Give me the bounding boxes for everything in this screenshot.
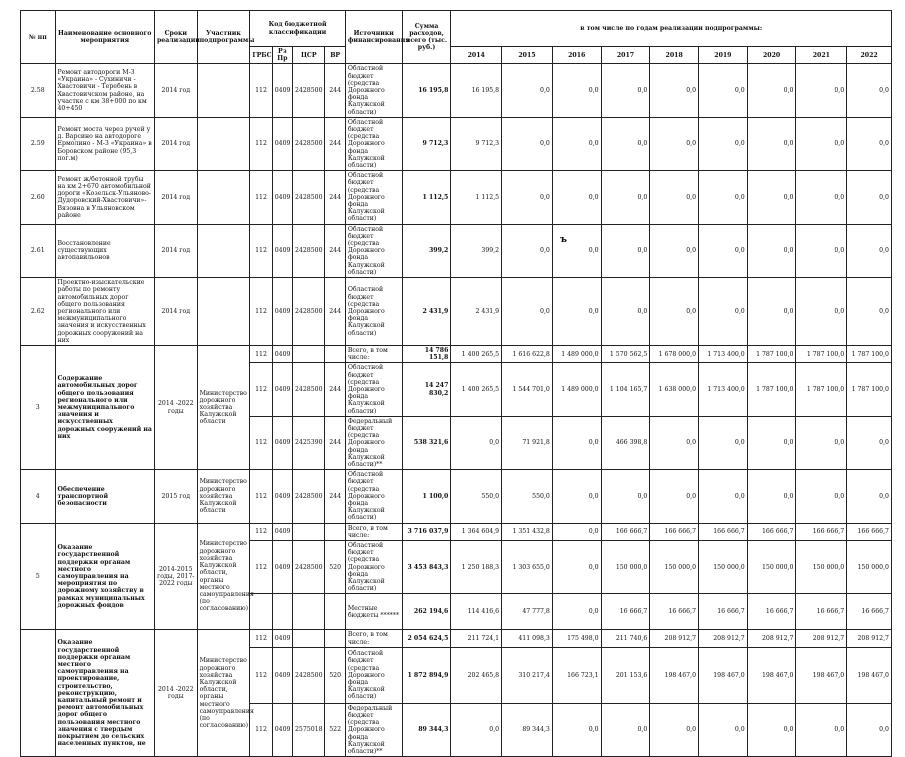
table-row — [21, 470, 892, 523]
year-value-cell: 0,0 — [847, 64, 892, 117]
year-value-cell: 1 351 432,8 — [502, 523, 553, 540]
year-value-cell: 0,0 — [601, 470, 650, 523]
total-cell: 399,2 — [402, 224, 451, 277]
grbs-cell: 112 — [250, 363, 272, 416]
year-value-cell: 0,0 — [847, 171, 892, 224]
year-value-cell: 16 666,7 — [747, 594, 796, 630]
table-row — [21, 630, 892, 647]
source-cell: Областной бюджет (средства Дорожного фонда Калужской области) — [345, 64, 402, 117]
year-value-cell: 208 912,7 — [747, 630, 796, 647]
year-value-cell: 208 912,7 — [796, 630, 847, 647]
source-cell: Областной бюджет (средства Дорожного фонда Калужской области) — [345, 117, 402, 170]
year-value-cell: 0,0 — [502, 278, 553, 346]
total-cell: 3 453 843,3 — [402, 541, 451, 594]
vr-cell: 244 — [325, 416, 345, 469]
year-value-cell: 16 666,7 — [650, 594, 699, 630]
total-cell: 1 112,5 — [402, 171, 451, 224]
year-value-cell: 0,0 — [699, 703, 748, 756]
year-value-cell: 0,0 — [699, 470, 748, 523]
rzpr-cell: 0409 — [272, 630, 292, 647]
source-cell: Областной бюджет (средства Дорожного фонда Калужской области) — [345, 470, 402, 523]
header-source: Источники финансирования — [345, 11, 402, 64]
year-value-cell: 550,0 — [451, 470, 502, 523]
rzpr-cell: 0409 — [272, 64, 292, 117]
header-budget-code: Код бюджетной классификации — [250, 11, 345, 47]
year-value-cell: 0,0 — [796, 224, 847, 277]
rzpr-cell: 0409 — [272, 278, 292, 346]
table-row — [21, 64, 892, 117]
csr-cell: 2428500 — [293, 278, 325, 346]
rzpr-cell: 0409 — [272, 416, 292, 469]
rzpr-cell: 0409 — [272, 117, 292, 170]
header-by-years: в том числе по годам реализации подпрограммы: — [451, 11, 892, 47]
year-value-cell: 1 787 100,0 — [796, 345, 847, 362]
terms-cell: 2014 год — [154, 117, 197, 170]
vr-cell: 244 — [325, 278, 345, 346]
participant-cell: Министерство дорожного хозяйства Калужской области, органы местного самоуправления (по согласованию) — [197, 523, 250, 630]
vr-cell: 244 — [325, 117, 345, 170]
vr-cell: 520 — [325, 647, 345, 703]
year-value-cell: 0,0 — [552, 523, 601, 540]
year-value-cell: 198 467,0 — [699, 647, 748, 703]
rzpr-cell: 0409 — [272, 703, 292, 756]
year-value-cell: 0,0 — [747, 703, 796, 756]
year-value-cell: 1 616 622,8 — [502, 345, 553, 362]
year-value-cell: 0,0 — [502, 224, 553, 277]
year-value-cell: 9 712,3 — [451, 117, 502, 170]
terms-cell: 2015 год — [154, 470, 197, 523]
vr-cell: 522 — [325, 703, 345, 756]
year-value-cell: 0,0 — [552, 117, 601, 170]
total-cell: 262 194,6 — [402, 594, 451, 630]
csr-cell: 2428500 — [293, 117, 325, 170]
year-value-cell: 1 303 655,0 — [502, 541, 553, 594]
event-name: Обеспечение транспортной безопасности — [55, 470, 154, 523]
total-cell: 2 054 624,5 — [402, 630, 451, 647]
year-value-cell: 0,0 — [796, 117, 847, 170]
table-row — [21, 171, 892, 224]
total-cell: 14 786 151,8 — [402, 345, 451, 362]
header-grbs: ГРБС — [250, 47, 272, 64]
year-value-cell: 166 666,7 — [601, 523, 650, 540]
year-value-cell: 0,0 — [502, 171, 553, 224]
total-cell: 89 344,3 — [402, 703, 451, 756]
year-value-cell: 0,0 — [747, 171, 796, 224]
vr-cell: 244 — [325, 363, 345, 416]
year-value-cell: 0,0 — [552, 470, 601, 523]
header-rzpr: Рз Пр — [272, 47, 292, 64]
year-value-cell: 0,0 — [699, 416, 748, 469]
year-value-cell: 0,0 — [796, 470, 847, 523]
year-value-cell: 310 217,4 — [502, 647, 553, 703]
year-value-cell: 0,0 — [552, 64, 601, 117]
year-value-cell: 1 787 100,0 — [747, 363, 796, 416]
vr-cell: 244 — [325, 224, 345, 277]
year-value-cell: 150 000,0 — [796, 541, 847, 594]
year-value-cell: 0,0 — [601, 64, 650, 117]
year-value-cell: 166 666,7 — [847, 523, 892, 540]
year-value-cell: 1 400 265,5 — [451, 345, 502, 362]
year-value-cell: 0,0 — [747, 64, 796, 117]
terms-cell: 2014 -2022 годы — [154, 345, 197, 469]
year-value-cell: 0,0 — [699, 171, 748, 224]
year-value-cell: 1 787 100,0 — [847, 345, 892, 362]
csr-cell — [293, 523, 325, 540]
year-value-cell: 0,0 — [796, 703, 847, 756]
year-value-cell: 0,0 — [847, 278, 892, 346]
year-value-cell: 550,0 — [502, 470, 553, 523]
event-name: Оказание государственной поддержки органам местного самоуправления на проектирование, строительство, реконструкцию, капитальный ремонт и ремонт автомобильных дорог общего пользования местного значения с твердым покрытием до сельских населенных пунктов, не — [55, 630, 154, 757]
year-value-cell: 0,0 — [796, 416, 847, 469]
total-cell: 16 195,8 — [402, 64, 451, 117]
row-number: 3 — [21, 345, 56, 469]
year-value-cell: 1 678 000,0 — [650, 345, 699, 362]
year-value-cell: 0,0 — [601, 224, 650, 277]
csr-cell: 2428500 — [293, 64, 325, 117]
vr-cell — [325, 594, 345, 630]
year-value-cell: 1 713 400,0 — [699, 363, 748, 416]
year-value-cell: 0,0 — [451, 703, 502, 756]
year-value-cell: 0,0 — [552, 416, 601, 469]
row-number: 2.58 — [21, 64, 56, 117]
total-cell: 14 247 830,2 — [402, 363, 451, 416]
vr-cell — [325, 523, 345, 540]
year-value-cell: 0,0 — [552, 171, 601, 224]
year-value-cell: 71 921,8 — [502, 416, 553, 469]
grbs-cell: 112 — [250, 541, 272, 594]
participant-cell — [197, 224, 250, 277]
participant-cell: Министерство дорожного хозяйства Калужской области, органы местного самоуправления (по согласованию) — [197, 630, 250, 757]
year-value-cell: 166 666,7 — [747, 523, 796, 540]
year-value-cell: 1 489 000,0 — [552, 363, 601, 416]
table-row — [21, 345, 892, 362]
year-value-cell: 2 431,9 — [451, 278, 502, 346]
year-value-cell: 0,0 — [847, 117, 892, 170]
csr-cell — [293, 630, 325, 647]
csr-cell: 2428500 — [293, 363, 325, 416]
terms-cell: 2014 год — [154, 224, 197, 277]
year-value-cell: 198 467,0 — [847, 647, 892, 703]
grbs-cell: 112 — [250, 278, 272, 346]
total-cell: 2 431,9 — [402, 278, 451, 346]
year-value-cell: 1 104 165,7 — [601, 363, 650, 416]
header-vr: ВР — [325, 47, 345, 64]
year-value-cell: 0,0 — [601, 278, 650, 346]
year-value-cell: 114 416,6 — [451, 594, 502, 630]
year-value-cell: 1 638 000,0 — [650, 363, 699, 416]
event-name: Ремонт моста через ручей у д. Варсино на автодороге Ермолино - М-3 «Украина» в Боровском районе (95,3 пог.м) — [55, 117, 154, 170]
year-value-cell: 0,0 — [650, 171, 699, 224]
participant-cell — [197, 117, 250, 170]
terms-cell: 2014 -2022 годы — [154, 630, 197, 757]
grbs-cell: 112 — [250, 523, 272, 540]
handwritten-mark: ъ — [560, 235, 567, 245]
year-value-cell: 166 666,7 — [699, 523, 748, 540]
table-row — [21, 117, 892, 170]
year-value-cell: 0,0 — [796, 278, 847, 346]
year-value-cell: 166 723,1 — [552, 647, 601, 703]
vr-cell: 520 — [325, 541, 345, 594]
year-value-cell: 0,0 — [747, 224, 796, 277]
year-value-cell: 47 777,8 — [502, 594, 553, 630]
year-value-cell: 0,0 — [796, 171, 847, 224]
csr-cell: 2425390 — [293, 416, 325, 469]
header-year: 2014 — [451, 47, 502, 64]
row-number: 2.59 — [21, 117, 56, 170]
row-number — [21, 630, 56, 757]
grbs-cell: 112 — [250, 703, 272, 756]
source-cell: Всего, в том числе: — [345, 630, 402, 647]
source-cell: Всего, в том числе: — [345, 523, 402, 540]
rzpr-cell: 0409 — [272, 523, 292, 540]
year-value-cell: 0,0 — [747, 278, 796, 346]
year-value-cell: 211 740,6 — [601, 630, 650, 647]
year-value-cell: 1 570 562,5 — [601, 345, 650, 362]
rzpr-cell — [272, 594, 292, 630]
year-value-cell: 0,0 — [552, 594, 601, 630]
rzpr-cell: 0409 — [272, 541, 292, 594]
year-value-cell: 208 912,7 — [847, 630, 892, 647]
grbs-cell: 112 — [250, 470, 272, 523]
year-value-cell: 0,0 — [747, 416, 796, 469]
terms-cell: 2014-2015 годы, 2017-2022 годы — [154, 523, 197, 630]
grbs-cell: 112 — [250, 224, 272, 277]
grbs-cell: 112 — [250, 117, 272, 170]
year-value-cell: 16 195,8 — [451, 64, 502, 117]
header-year: 2022 — [847, 47, 892, 64]
terms-cell: 2014 год — [154, 171, 197, 224]
participant-cell: Министерство дорожного хозяйства Калужской области — [197, 470, 250, 523]
grbs-cell: 112 — [250, 345, 272, 362]
row-number: 2.61 — [21, 224, 56, 277]
table-row — [21, 523, 892, 540]
year-value-cell: 89 344,3 — [502, 703, 553, 756]
header-year: 2017 — [601, 47, 650, 64]
year-value-cell: 211 724,1 — [451, 630, 502, 647]
csr-cell: 2428500 — [293, 171, 325, 224]
year-value-cell: 166 666,7 — [650, 523, 699, 540]
year-value-cell: 202 465,8 — [451, 647, 502, 703]
header-num: № пп — [21, 11, 56, 64]
year-value-cell: 1 489 000,0 — [552, 345, 601, 362]
row-number: 2.62 — [21, 278, 56, 346]
year-value-cell: 150 000,0 — [747, 541, 796, 594]
csr-cell: 2428500 — [293, 470, 325, 523]
year-value-cell: 0,0 — [847, 416, 892, 469]
year-value-cell: 150 000,0 — [650, 541, 699, 594]
table-row — [21, 224, 892, 277]
rzpr-cell: 0409 — [272, 345, 292, 362]
vr-cell — [325, 630, 345, 647]
year-value-cell: 198 467,0 — [650, 647, 699, 703]
year-value-cell: 0,0 — [601, 117, 650, 170]
header-year: 2018 — [650, 47, 699, 64]
year-value-cell: 0,0 — [650, 64, 699, 117]
header-total: Сумма расходов, всего (тыс. руб.) — [402, 11, 451, 64]
total-cell: 1 872 894,9 — [402, 647, 451, 703]
year-value-cell: 0,0 — [747, 117, 796, 170]
source-cell: Областной бюджет (средства Дорожного фонда Калужской области) — [345, 171, 402, 224]
year-value-cell: 466 398,8 — [601, 416, 650, 469]
year-value-cell: 1 250 188,3 — [451, 541, 502, 594]
vr-cell — [325, 345, 345, 362]
year-value-cell: 0,0 — [502, 64, 553, 117]
year-value-cell: 16 666,7 — [847, 594, 892, 630]
header-csr: ЦСР — [293, 47, 325, 64]
year-value-cell: 16 666,7 — [601, 594, 650, 630]
year-value-cell: 411 098,3 — [502, 630, 553, 647]
year-value-cell: 1 400 265,5 — [451, 363, 502, 416]
year-value-cell: 0,0 — [699, 117, 748, 170]
source-cell: Областной бюджет (средства Дорожного фонда Калужской области) — [345, 541, 402, 594]
event-name: Оказание государственной поддержки органам местного самоуправления на мероприятия по дорожному хозяйству в рамках муниципальных дорожных фондов — [55, 523, 154, 630]
year-value-cell: 1 787 100,0 — [847, 363, 892, 416]
row-number: 5 — [21, 523, 56, 630]
year-value-cell: 1 112,5 — [451, 171, 502, 224]
year-value-cell: 208 912,7 — [699, 630, 748, 647]
header-terms: Сроки реализации — [154, 11, 197, 64]
header-year: 2020 — [747, 47, 796, 64]
event-name: Ремонт автодороги М-3 «Украина» - Сухиничи - Хвастовичи - Теребень в Хвастовичском районе, на участке с км 38+000 по км 40+450 — [55, 64, 154, 117]
year-value-cell: 0,0 — [650, 703, 699, 756]
total-cell: 9 712,3 — [402, 117, 451, 170]
year-value-cell: 150 000,0 — [699, 541, 748, 594]
source-cell: Федеральный бюджет (средства Дорожного фонда Калужской области)** — [345, 416, 402, 469]
source-cell: Областной бюджет (средства Дорожного фонда Калужской области) — [345, 224, 402, 277]
total-cell: 538 321,6 — [402, 416, 451, 469]
year-value-cell: 1 787 100,0 — [747, 345, 796, 362]
participant-cell — [197, 171, 250, 224]
table-row — [21, 278, 892, 346]
header-event: Наименование основного мероприятия — [55, 11, 154, 64]
source-cell: Местные бюджеты ****** — [345, 594, 402, 630]
year-value-cell: 0,0 — [847, 703, 892, 756]
year-value-cell: 0,0 — [552, 278, 601, 346]
csr-cell: 2575018 — [293, 703, 325, 756]
year-value-cell: 0,0 — [796, 64, 847, 117]
vr-cell: 244 — [325, 470, 345, 523]
rzpr-cell: 0409 — [272, 363, 292, 416]
year-value-cell: 0,0 — [847, 470, 892, 523]
grbs-cell: 112 — [250, 647, 272, 703]
terms-cell: 2014 год — [154, 278, 197, 346]
event-name: Проектно-изыскательские работы по ремонту автомобильных дорог общего пользования регионального или межмуниципального значения и искусственных дорожных сооружений на них — [55, 278, 154, 346]
year-value-cell: 0,0 — [650, 278, 699, 346]
participant-cell: Министерство дорожного хозяйства Калужской области — [197, 345, 250, 469]
year-value-cell: 175 498,0 — [552, 630, 601, 647]
csr-cell — [293, 345, 325, 362]
header-year: 2015 — [502, 47, 553, 64]
header-year: 2016 — [552, 47, 601, 64]
grbs-cell: 112 — [250, 171, 272, 224]
source-cell: Федеральный бюджет (средства Дорожного фонда Калужской области)** — [345, 703, 402, 756]
source-cell: Областной бюджет (средства Дорожного фонда Калужской области) — [345, 647, 402, 703]
participant-cell — [197, 64, 250, 117]
year-value-cell: 150 000,0 — [847, 541, 892, 594]
row-number: 4 — [21, 470, 56, 523]
year-value-cell: 1 544 701,0 — [502, 363, 553, 416]
year-value-cell: 1 787 100,0 — [796, 363, 847, 416]
year-value-cell: 150 000,0 — [601, 541, 650, 594]
rzpr-cell: 0409 — [272, 224, 292, 277]
csr-cell — [293, 594, 325, 630]
year-value-cell: 0,0 — [601, 171, 650, 224]
year-value-cell: 208 912,7 — [650, 630, 699, 647]
grbs-cell: 112 — [250, 630, 272, 647]
year-value-cell: 0,0 — [847, 224, 892, 277]
year-value-cell: 0,0 — [650, 470, 699, 523]
csr-cell: 2428500 — [293, 224, 325, 277]
csr-cell: 2428500 — [293, 647, 325, 703]
event-name: Ремонт ж/бетонной трубы на км 2+670 автомобильной дороги «Козельск-Ульяново-Дудоровский-Хвастовичи»-Вязовна в Ульяновском районе — [55, 171, 154, 224]
budget-table — [20, 10, 892, 757]
row-number: 2.60 — [21, 171, 56, 224]
year-value-cell: 0,0 — [699, 64, 748, 117]
year-value-cell: 1 364 604,9 — [451, 523, 502, 540]
year-value-cell: 0,0 — [502, 117, 553, 170]
year-value-cell: 198 467,0 — [796, 647, 847, 703]
terms-cell: 2014 год — [154, 64, 197, 117]
year-value-cell: 0,0 — [601, 703, 650, 756]
grbs-cell: 112 — [250, 416, 272, 469]
participant-cell — [197, 278, 250, 346]
header-year: 2019 — [699, 47, 748, 64]
rzpr-cell: 0409 — [272, 647, 292, 703]
event-name: Содержание автомобильных дорог общего пользования регионального или межмуниципального значения и искусственных дорожных сооружений на них — [55, 345, 154, 469]
rzpr-cell: 0409 — [272, 171, 292, 224]
total-cell: 1 100,0 — [402, 470, 451, 523]
year-value-cell: 16 666,7 — [796, 594, 847, 630]
year-value-cell: 198 467,0 — [747, 647, 796, 703]
year-value-cell: 1 713 400,0 — [699, 345, 748, 362]
year-value-cell: 0,0 — [699, 224, 748, 277]
year-value-cell: 0,0 — [650, 224, 699, 277]
source-cell: Областной бюджет (средства Дорожного фонда Калужской области) — [345, 363, 402, 416]
vr-cell: 244 — [325, 171, 345, 224]
year-value-cell: 0,0 — [650, 117, 699, 170]
year-value-cell: 0,0 — [650, 416, 699, 469]
source-cell: Всего, в том числе: — [345, 345, 402, 362]
rzpr-cell: 0409 — [272, 470, 292, 523]
year-value-cell: 0,0 — [552, 703, 601, 756]
year-value-cell: 399,2 — [451, 224, 502, 277]
year-value-cell: 16 666,7 — [699, 594, 748, 630]
year-value-cell: 0,0 — [552, 541, 601, 594]
grbs-cell — [250, 594, 272, 630]
vr-cell: 244 — [325, 64, 345, 117]
year-value-cell: 0,0 — [699, 278, 748, 346]
year-value-cell: 0,0 — [552, 224, 601, 277]
header-year: 2021 — [796, 47, 847, 64]
source-cell: Областной бюджет (средства Дорожного фонда Калужской области) — [345, 278, 402, 346]
year-value-cell: 0,0 — [451, 416, 502, 469]
year-value-cell: 0,0 — [747, 470, 796, 523]
event-name: Восстановление существующих автопавильонов — [55, 224, 154, 277]
header-participant: Участник подпрограммы — [197, 11, 250, 64]
total-cell: 3 716 037,9 — [402, 523, 451, 540]
csr-cell: 2428500 — [293, 541, 325, 594]
year-value-cell: 166 666,7 — [796, 523, 847, 540]
grbs-cell: 112 — [250, 64, 272, 117]
year-value-cell: 201 153,6 — [601, 647, 650, 703]
